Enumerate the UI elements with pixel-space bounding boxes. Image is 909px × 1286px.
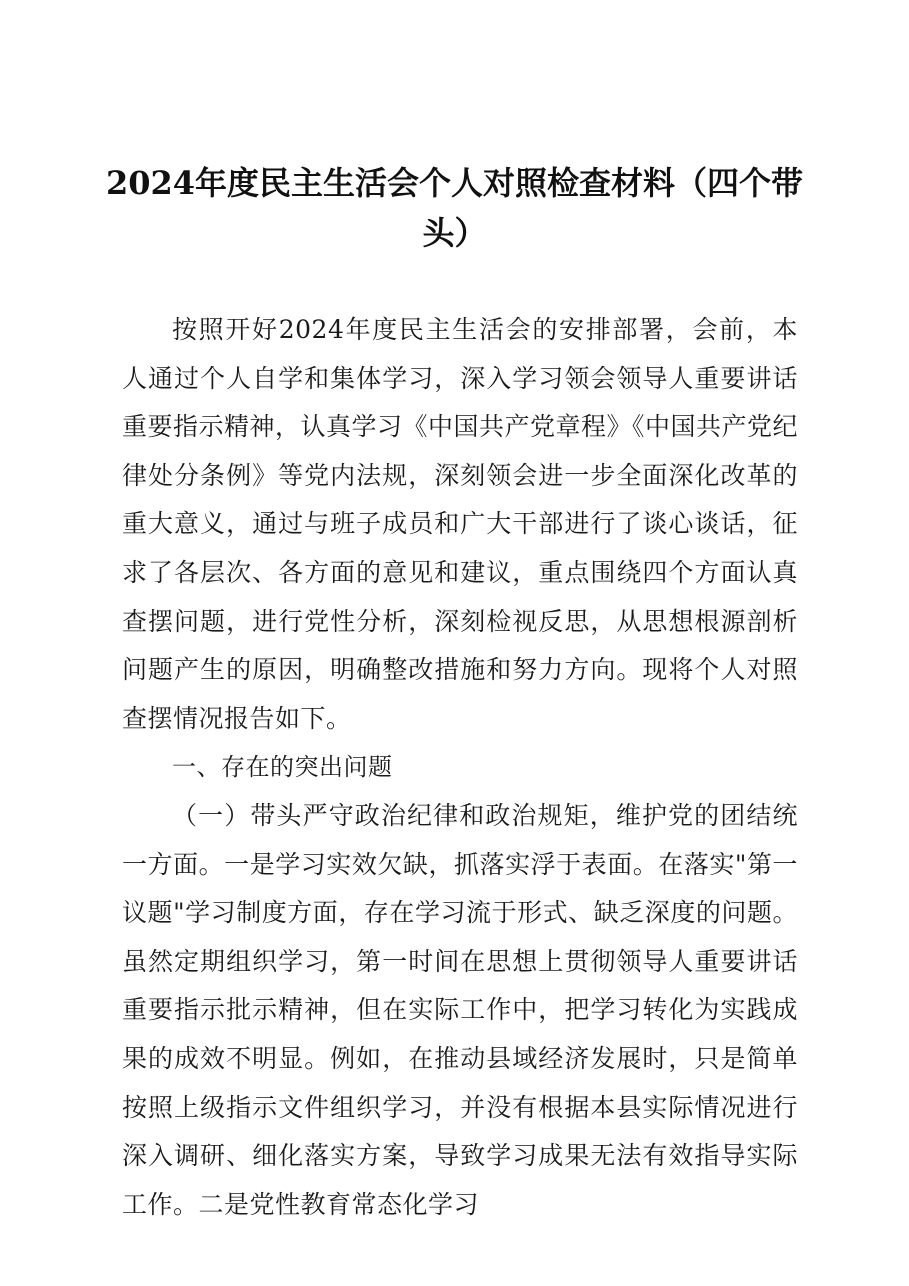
- intro-paragraph: 按照开好2024年度民主生活会的安排部署，会前，本人通过个人自学和集体学习，深入学习领会领导人重要讲话重要指示精神，认真学习《中国共产党章程》《中国共产党纪律处分条例》等党内法规，深刻领会进一步全面深化改革的重大意义，通过与班子成员和广大干部进行了谈心谈话，征求了各层次、各方面的意见和建议，重点围绕四个方面认真查摆问题，进行党性分析，深刻检视反思，从思想根源剖析问题产生的原因，明确整改措施和努力方向。现将个人对照查摆情况报告如下。: [122, 315, 799, 733]
- document-title: 2024年度民主生活会个人对照检查材料（四个带头）: [105, 164, 804, 252]
- section-heading: 一、存在的突出问题: [172, 753, 393, 782]
- subsection-paragraph: （一）带头严守政治纪律和政治规矩，维护党的团结统一方面。一是学习实效欠缺，抓落实浮于表面。在落实"第一议题"学习制度方面，存在学习流于形式、缺乏深度的问题。虽然定期组织学习，第一时间在思想上贯彻领导人重要讲话重要指示批示精神，但在实际工作中，把学习转化为实践成果的成效不明显。例如，在推动县域经济发展时，只是简单按照上级指示文件组织学习，并没有根据本县实际情况进行深入调研、细化落实方案，导致学习成果无法有效指导实际工作。二是党性教育常态化学习: [122, 800, 798, 1219]
- document-body: [122, 306, 798, 1229]
